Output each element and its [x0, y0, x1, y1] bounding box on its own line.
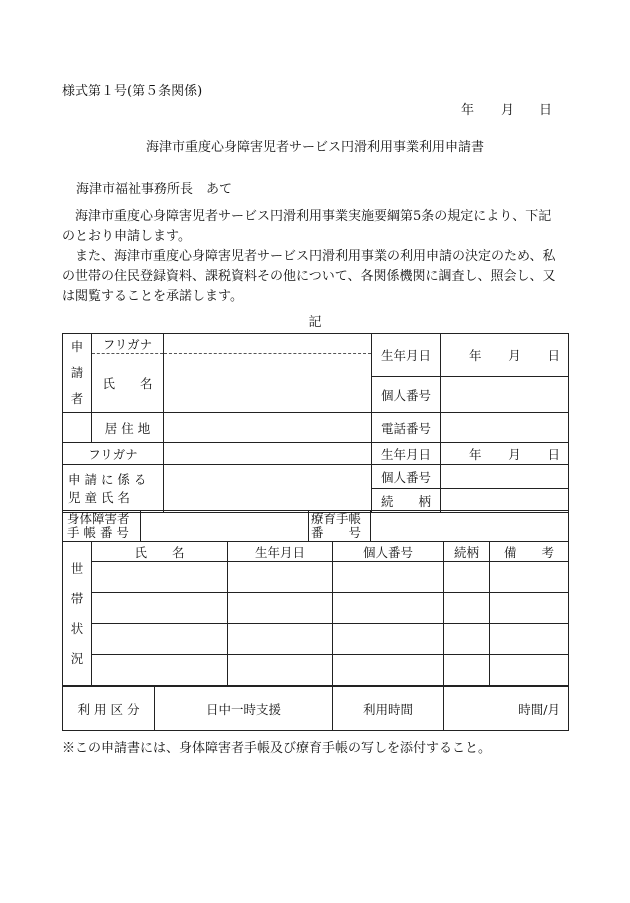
handbook-table [62, 510, 569, 542]
label-line: 療育手帳 [311, 511, 362, 526]
attachment-note: ※この申請書には、身体障害者手帳及び療育手帳の写しを添付すること。 [62, 741, 492, 756]
household-header-personal-number: 個人番号 [333, 542, 444, 562]
label-line: 手 帳 番 号 [67, 525, 129, 540]
household-name-field[interactable] [92, 655, 228, 686]
addressee: 海津市福祉事務所長 あて [76, 182, 233, 197]
household-name-field[interactable] [92, 624, 228, 655]
body-line: また、海津市重度心身障害児者サービス円滑利用事業の利用申請の決定のため、私 [75, 249, 556, 264]
body-paragraph-2 [62, 247, 582, 307]
household-birthdate-field[interactable] [228, 624, 333, 655]
child-relation-label: 続 柄 [372, 489, 441, 513]
household-header-relation: 続柄 [444, 542, 490, 562]
body-line: 海津市重度心身障害児者サービス円滑利用事業実施要綱第5条の規定により、下記 [75, 209, 552, 224]
label-char: 者 [70, 391, 84, 406]
label-line: 身体障害者 [67, 511, 130, 526]
applicant-address-label: 居 住 地 [92, 413, 164, 443]
form-title: 海津市重度心身障害児者サービス円滑利用事業利用申請書 [145, 140, 484, 155]
table-row [63, 593, 569, 624]
household-personal-number-field[interactable] [333, 562, 444, 593]
applicant-section-label [63, 334, 92, 413]
body-paragraph-1 [62, 207, 582, 247]
usage-table [62, 686, 569, 731]
applicant-birthdate-field[interactable] [441, 334, 569, 377]
household-relation-field[interactable] [444, 562, 490, 593]
applicant-birthdate-label: 生年月日 [372, 334, 441, 377]
date-month-label: 月 [501, 103, 515, 118]
applicant-section-label-end [63, 413, 92, 443]
applicant-phone-field[interactable] [441, 413, 569, 443]
household-relation-field[interactable] [444, 655, 490, 686]
usage-time-field[interactable] [444, 687, 569, 731]
household-birthdate-field[interactable] [228, 562, 333, 593]
form-number: 様式第１号(第５条関係) [62, 84, 203, 99]
household-relation-field[interactable] [444, 624, 490, 655]
applicant-name-field[interactable] [164, 354, 372, 413]
year-unit: 年 [469, 348, 482, 363]
household-header-remarks: 備 考 [490, 542, 569, 562]
household-birthdate-field[interactable] [228, 593, 333, 624]
label-line: 申 請 に 係 る [68, 471, 147, 487]
table-row [63, 624, 569, 655]
body-line: のとおり申請します。 [62, 229, 191, 244]
label-line: 番 号 [311, 525, 362, 540]
applicant-phone-label: 電話番号 [372, 413, 441, 443]
child-birthdate-label: 生年月日 [372, 443, 441, 465]
table-row [63, 655, 569, 686]
birthdate-units [441, 346, 568, 364]
month-unit: 月 [508, 348, 521, 363]
child-name-label [63, 465, 164, 513]
physical-handbook-label [63, 511, 141, 542]
household-personal-number-field[interactable] [333, 655, 444, 686]
table-row [63, 562, 569, 593]
body-line: の世帯の住民登録資料、課税資料その他について、各関係機関に調査し、照会し、又 [62, 269, 556, 284]
applicant-personal-number-label: 個人番号 [372, 377, 441, 413]
child-name-field[interactable] [164, 465, 372, 513]
child-personal-number-field[interactable] [441, 465, 569, 489]
date-day-label: 日 [539, 103, 553, 118]
usage-time-label: 利用時間 [333, 687, 444, 731]
applicant-furigana-field[interactable] [164, 334, 372, 354]
label-char: 状 [70, 620, 84, 636]
physical-handbook-field[interactable] [141, 511, 309, 542]
applicant-name-label: 氏 名 [92, 354, 164, 413]
rehab-handbook-label [309, 511, 371, 542]
usage-time-unit: 時間/月 [518, 701, 560, 717]
label-char: 世 [70, 560, 84, 576]
household-personal-number-field[interactable] [333, 593, 444, 624]
household-table [62, 541, 569, 686]
household-name-field[interactable] [92, 593, 228, 624]
applicant-address-field[interactable] [164, 413, 372, 443]
household-remarks-field[interactable] [490, 562, 569, 593]
household-personal-number-field[interactable] [333, 624, 444, 655]
household-header-name: 氏 名 [92, 542, 228, 562]
label-char: 況 [70, 650, 84, 666]
household-remarks-field[interactable] [490, 655, 569, 686]
household-remarks-field[interactable] [490, 624, 569, 655]
rehab-handbook-field[interactable] [371, 511, 569, 542]
ki-label: 記 [308, 315, 322, 330]
household-header-birthdate: 生年月日 [228, 542, 333, 562]
child-furigana-label: フリガナ [63, 443, 164, 465]
applicant-furigana-label: フリガナ [92, 334, 164, 354]
body-line: は閲覧することを承諾します。 [62, 289, 243, 304]
household-section-label [63, 542, 92, 686]
child-furigana-field[interactable] [164, 443, 372, 465]
month-unit: 月 [508, 446, 521, 462]
birthdate-units [441, 445, 568, 463]
year-unit: 年 [469, 446, 482, 462]
usage-category-value: 日中一時支援 [155, 687, 333, 731]
usage-category-label: 利 用 区 分 [63, 687, 155, 731]
day-unit: 日 [547, 348, 560, 363]
household-name-field[interactable] [92, 562, 228, 593]
household-birthdate-field[interactable] [228, 655, 333, 686]
label-char: 申 [70, 339, 84, 354]
day-unit: 日 [547, 446, 560, 462]
label-char: 帯 [70, 590, 84, 606]
child-personal-number-label: 個人番号 [372, 465, 441, 489]
label-line: 児 童 氏 名 [68, 489, 130, 505]
date-year-label: 年 [461, 103, 475, 118]
child-relation-field[interactable] [441, 489, 569, 513]
applicant-table [62, 333, 569, 513]
household-relation-field[interactable] [444, 593, 490, 624]
applicant-personal-number-field[interactable] [441, 377, 569, 413]
child-birthdate-field[interactable] [441, 443, 569, 465]
household-remarks-field[interactable] [490, 593, 569, 624]
label-char: 請 [70, 365, 84, 380]
